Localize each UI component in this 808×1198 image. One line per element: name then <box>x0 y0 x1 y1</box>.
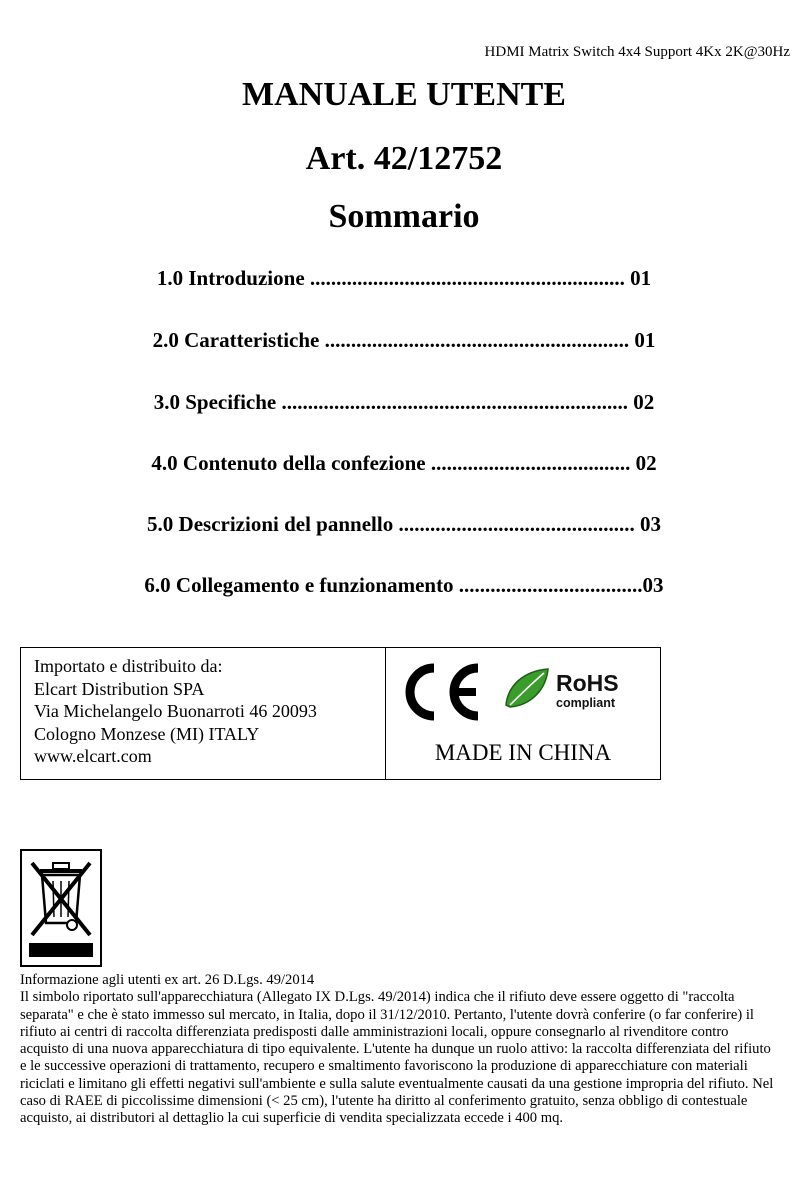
weee-crossed-bin-icon <box>20 849 102 967</box>
manual-title: MANUALE UTENTE <box>242 76 566 113</box>
toc-entry-contenuto: 4.0 Contenuto della confezione ...................................... 02 <box>151 451 657 475</box>
company-website: www.elcart.com <box>34 746 152 766</box>
importer-address <box>21 648 386 779</box>
summary-heading: Sommario <box>328 198 480 235</box>
weee-heading: Informazione agli utenti ex art. 26 D.Lgs. 49/2014 <box>20 972 315 988</box>
company-city: Cologno Monzese (MI) ITALY <box>34 723 260 744</box>
rohs-label: RoHS <box>556 670 619 696</box>
toc-entry-specifiche: 3.0 Specifiche .................................................................. 02 <box>153 390 655 414</box>
certifications-panel <box>386 648 660 779</box>
weee-information <box>20 972 780 1128</box>
toc-entry-collegamento: 6.0 Collegamento e funzionamento ...................................03 <box>144 573 664 597</box>
importer-label: Importato e distribuito da: <box>34 656 223 676</box>
country-of-origin: MADE IN CHINA <box>434 740 612 765</box>
weee-body-text: Il simbolo riportato sull'apparecchiatura (Allegato IX D.Lgs. 49/2014) indica che il rifiuto deve essere oggetto di "raccolta separata" e che è stato immesso sul mercato, in Italia, dopo il 31/12/2010. Pertanto, l'utente dovrà conferire (o far conferire) il rifiuto ai centri di raccolta differenziata predisposti dalle amministrazioni locali, oppure consegnarlo al rivenditore contro acquisto di una nuova apparecchiatura di tipo equivalente. L'utente ha dunque un ruolo attivo: la raccolta differenziata del rifiuto e le successive operazioni di trattamento, recupero e smaltimento favoriscono la produzione di apparecchiature con materiali riciclati e limitano gli effetti negativi sull'ambiente e sulla salute eventualmente causati da una gestione impropria del rifiuto. Nel caso di RAEE di piccolissime dimensioni (< 25 cm), l'utente ha diritto al conferimento gratuito, senza obbligo di contestuale acquisto, ai distributori al dettaglio la cui superficie di vendita specializzata eccede i 400 mq. <box>20 989 774 1127</box>
rohs-leaf-icon <box>502 665 632 715</box>
toc-entry-caratteristiche: 2.0 Caratteristiche .......................................................... 01 <box>152 328 656 352</box>
ce-mark-icon <box>398 662 484 722</box>
company-street: Via Michelangelo Buonarroti 46 20093 <box>34 701 317 721</box>
toc-entry-pannello: 5.0 Descrizioni del pannello ............................................. 03 <box>147 512 661 536</box>
rohs-compliant-label: compliant <box>556 696 616 710</box>
company-name: Elcart Distribution SPA <box>34 678 205 699</box>
importer-info-box <box>20 647 661 780</box>
document-header: HDMI Matrix Switch 4x4 Support 4Kx 2K@30Hz <box>484 44 790 60</box>
toc-entry-introduzione: 1.0 Introduzione ............................................................ 01 <box>156 266 652 290</box>
article-number: Art. 42/12752 <box>305 140 503 177</box>
